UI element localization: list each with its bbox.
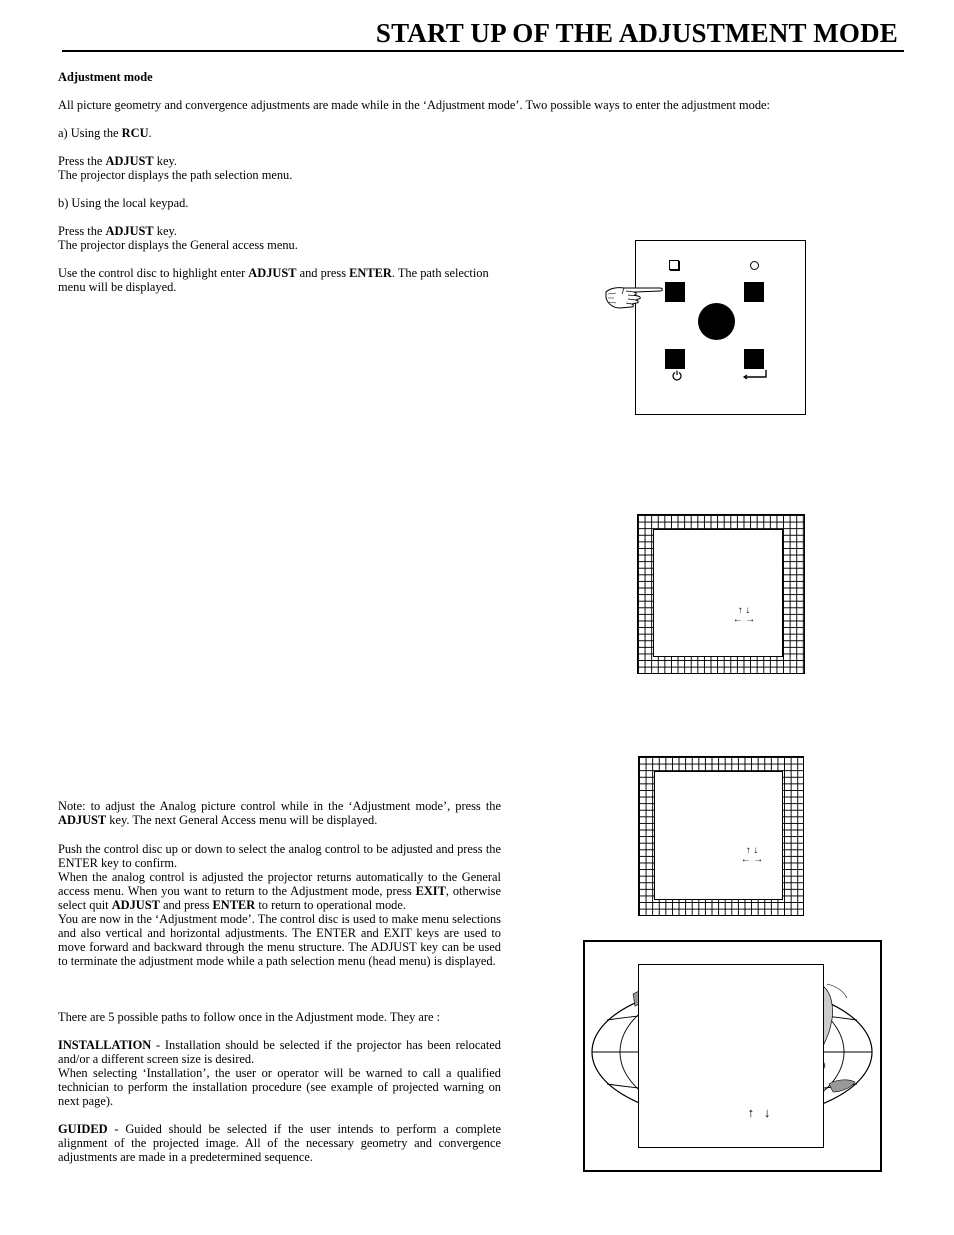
arrow-keys-icon: ↑ ↓ ← → [740,845,764,865]
guided-paragraph: GUIDED - Guided should be selected if the user intends to perform a complete alignment of the projected image. All of the necessary geometry and convergence adjustments are made in a predetermined sequence. [58,1122,501,1164]
circle-icon [750,261,759,270]
menu-square-icon [669,260,679,270]
projected-grid-screen-1 [637,514,805,674]
globe-screen-illustration [583,940,882,1172]
arrow-keys-icon: ↑ ↓ [747,1105,771,1120]
pointing-hand-icon [604,282,666,312]
path-selection-menu-window [653,529,783,657]
press-adjust-keypad: Press the ADJUST key. The projector displays the General access menu. [58,224,298,252]
general-access-menu-window [654,771,783,900]
power-icon [672,370,682,381]
installation-paragraph: INSTALLATION - Installation should be selected if the projector has been relocated and/or a different screen size is desired. When selecting ‘Installation’, the user or operator will be warned to call a qualified technician to perform the installation procedure (see example of projected warning on next page). [58,1038,501,1108]
local-keypad-illustration [635,240,806,415]
control-disc-paragraph: Push the control disc up or down to select the analog control to be adjusted and press the ENTER key to confirm. When the analog control is adjusted the projector returns automatically to the General access menu. When you want to return to the Adjustment mode, press EXIT, otherwise select quit ADJUST and press ENTER to return to operational mode. You are now in the ‘Adjustment mode’. The control disc is used to make menu selections and also vertical and horizontal adjustments. The ENTER and EXIT keys are used to move forward and backward through the menu structure. The ADJUST key can be used to terminate the adjustment mode while a path selection menu (head menu) is displayed. [58,842,501,968]
menu-window [638,964,824,1148]
keypad-top-right-key[interactable] [744,282,764,302]
keypad-power-key[interactable] [665,349,685,369]
projected-grid-screen-2 [638,756,804,916]
control-disc[interactable] [698,303,735,340]
title-rule [62,50,904,52]
section-heading: Adjustment mode [58,70,153,84]
keypad-adjust-key[interactable] [665,282,685,302]
option-b: b) Using the local keypad. [58,196,189,210]
analog-note: Note: to adjust the Analog picture control while in the ‘Adjustment mode’, press the ADJUST key. The next General Access menu will be displayed. [58,799,501,827]
page-title: START UP OF THE ADJUSTMENT MODE [375,18,898,48]
paths-intro: There are 5 possible paths to follow once in the Adjustment mode. They are : [58,1010,441,1024]
option-a: a) Using the RCU. [58,126,152,140]
press-adjust-rcu: Press the ADJUST key. The projector displays the path selection menu. [58,154,293,182]
control-disc-instruction: Use the control disc to highlight enter ADJUST and press ENTER. The path selection menu will be displayed. [58,266,489,294]
intro-paragraph: All picture geometry and convergence adjustments are made while in the ‘Adjustment mode’. Two possible ways to enter the adjustment mode: [58,98,770,112]
enter-return-icon [742,370,768,380]
keypad-enter-key[interactable] [744,349,764,369]
arrow-keys-icon: ↑ ↓ ← → [732,605,756,625]
